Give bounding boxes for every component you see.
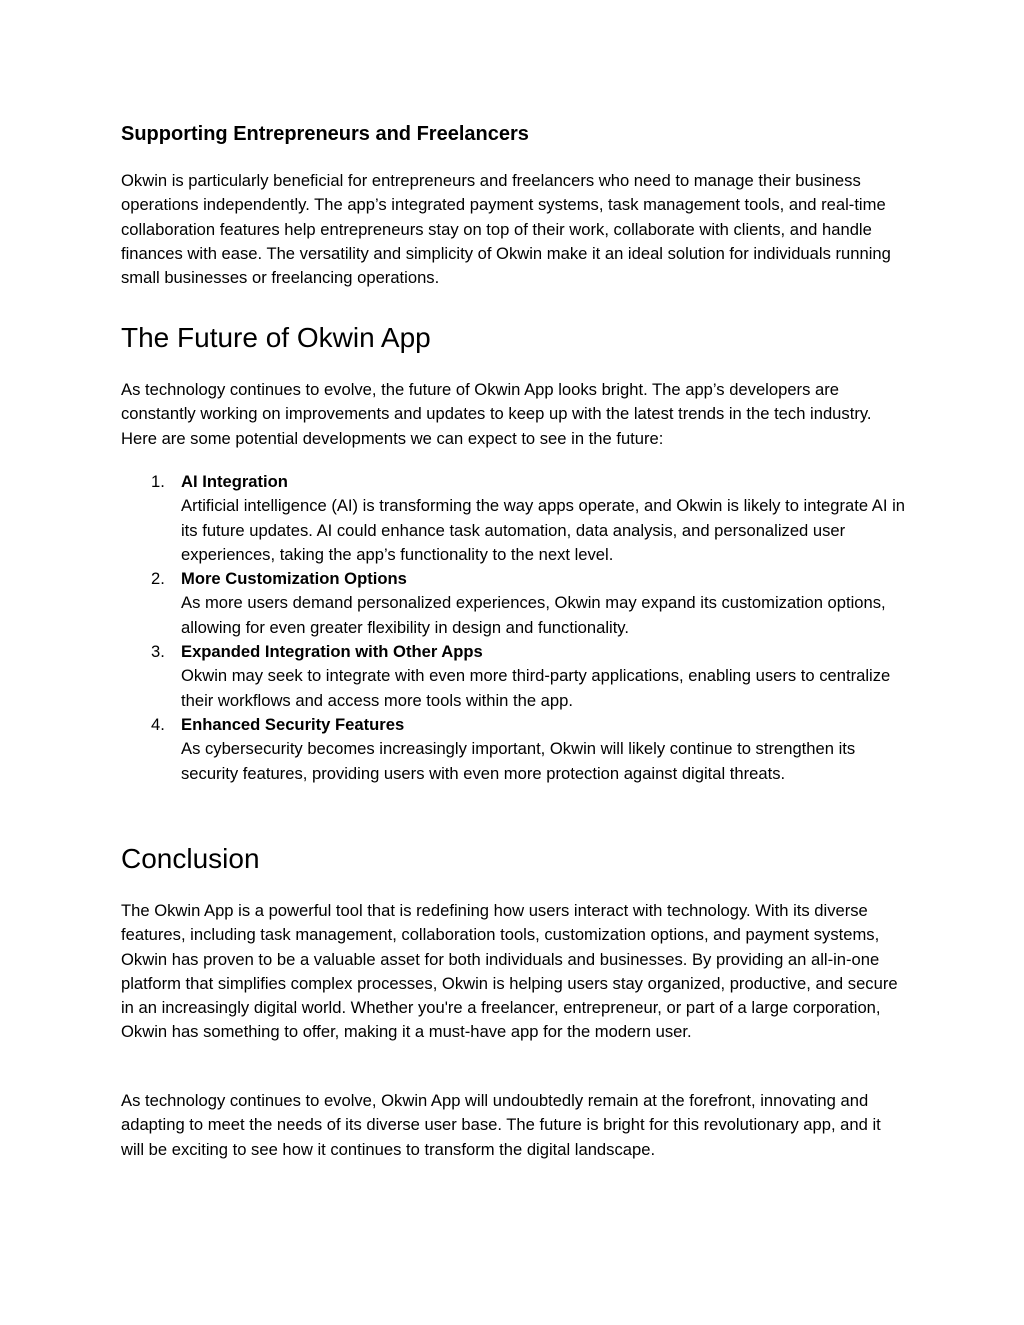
- list-item-title: AI Integration: [181, 472, 288, 491]
- list-item: [121, 640, 906, 713]
- conclusion-heading: Conclusion: [121, 843, 260, 874]
- list-item: [121, 567, 906, 640]
- future-developments-list: [121, 470, 906, 786]
- list-item-title: More Customization Options: [181, 569, 407, 589]
- list-item-number: 4.: [151, 714, 165, 734]
- list-item-body: As more users demand personalized experiences, Okwin may expand its customization options, allowing for even greater flexibility in design and functionality.: [181, 593, 886, 637]
- list-item-title: Expanded Integration with Other Apps: [181, 642, 483, 662]
- list-item-number: 2.: [151, 569, 165, 589]
- list-item: [121, 713, 906, 786]
- conclusion-paragraph-1: The Okwin App is a powerful tool that is redefining how users interact with technology. With its diverse features, including task management, collaboration tools, customization options, and payment systems, Okwin has proven to be a valuable asset for both individuals and businesses. By providing an all-in-one platform that simplifies complex processes, Okwin is helping users stay organized, productive, and secure in an increasingly digital world. Whether you're a freelancer, entrepreneur, or part of a large corporation, Okwin has something to offer, making it a must-have app for the modern user.: [121, 901, 898, 1042]
- list-item: [121, 470, 906, 567]
- list-item-body: Artificial intelligence (AI) is transforming the way apps operate, and Okwin is likely to integrate AI in its future updates. AI could enhance task automation, data analysis, and personalized user experiences, taking the app’s functionality to the next level.: [181, 496, 906, 564]
- conclusion-paragraph-2: As technology continues to evolve, Okwin App will undoubtedly remain at the forefront, innovating and adapting to meet the needs of its diverse user base. The future is bright for this revolutionary app, and it will be exciting to see how it continues to transform the digital landscape.: [121, 1091, 881, 1159]
- list-item-number: 1.: [151, 472, 165, 491]
- list-item-title: Enhanced Security Features: [181, 714, 405, 734]
- section-heading: Supporting Entrepreneurs and Freelancers: [121, 123, 529, 145]
- section-paragraph: Okwin is particularly beneficial for entrepreneurs and freelancers who need to manage their business operations independently. The app’s integrated payment systems, task management tools, and real-time collaboration features help entrepreneurs stay on top of their work, collaborate with clients, and handle finances with ease. The versatility and simplicity of Okwin make it an ideal solution for individuals running small businesses or freelancing operations.: [121, 171, 891, 288]
- future-intro-paragraph: As technology continues to evolve, the future of Okwin App looks bright. The app’s developers are constantly working on improvements and updates to keep up with the latest trends in the tech industry. Here are some potential developments we can expect to see in the future:: [121, 380, 872, 448]
- list-item-body: As cybersecurity becomes increasingly important, Okwin will likely continue to strengthen its security features, providing users with even more protection against digital threats.: [181, 739, 856, 783]
- list-item-number: 3.: [151, 642, 165, 662]
- list-item-body: Okwin may seek to integrate with even more third-party applications, enabling users to centralize their workflows and access more tools within the app.: [181, 666, 891, 710]
- future-heading: The Future of Okwin App: [121, 322, 431, 353]
